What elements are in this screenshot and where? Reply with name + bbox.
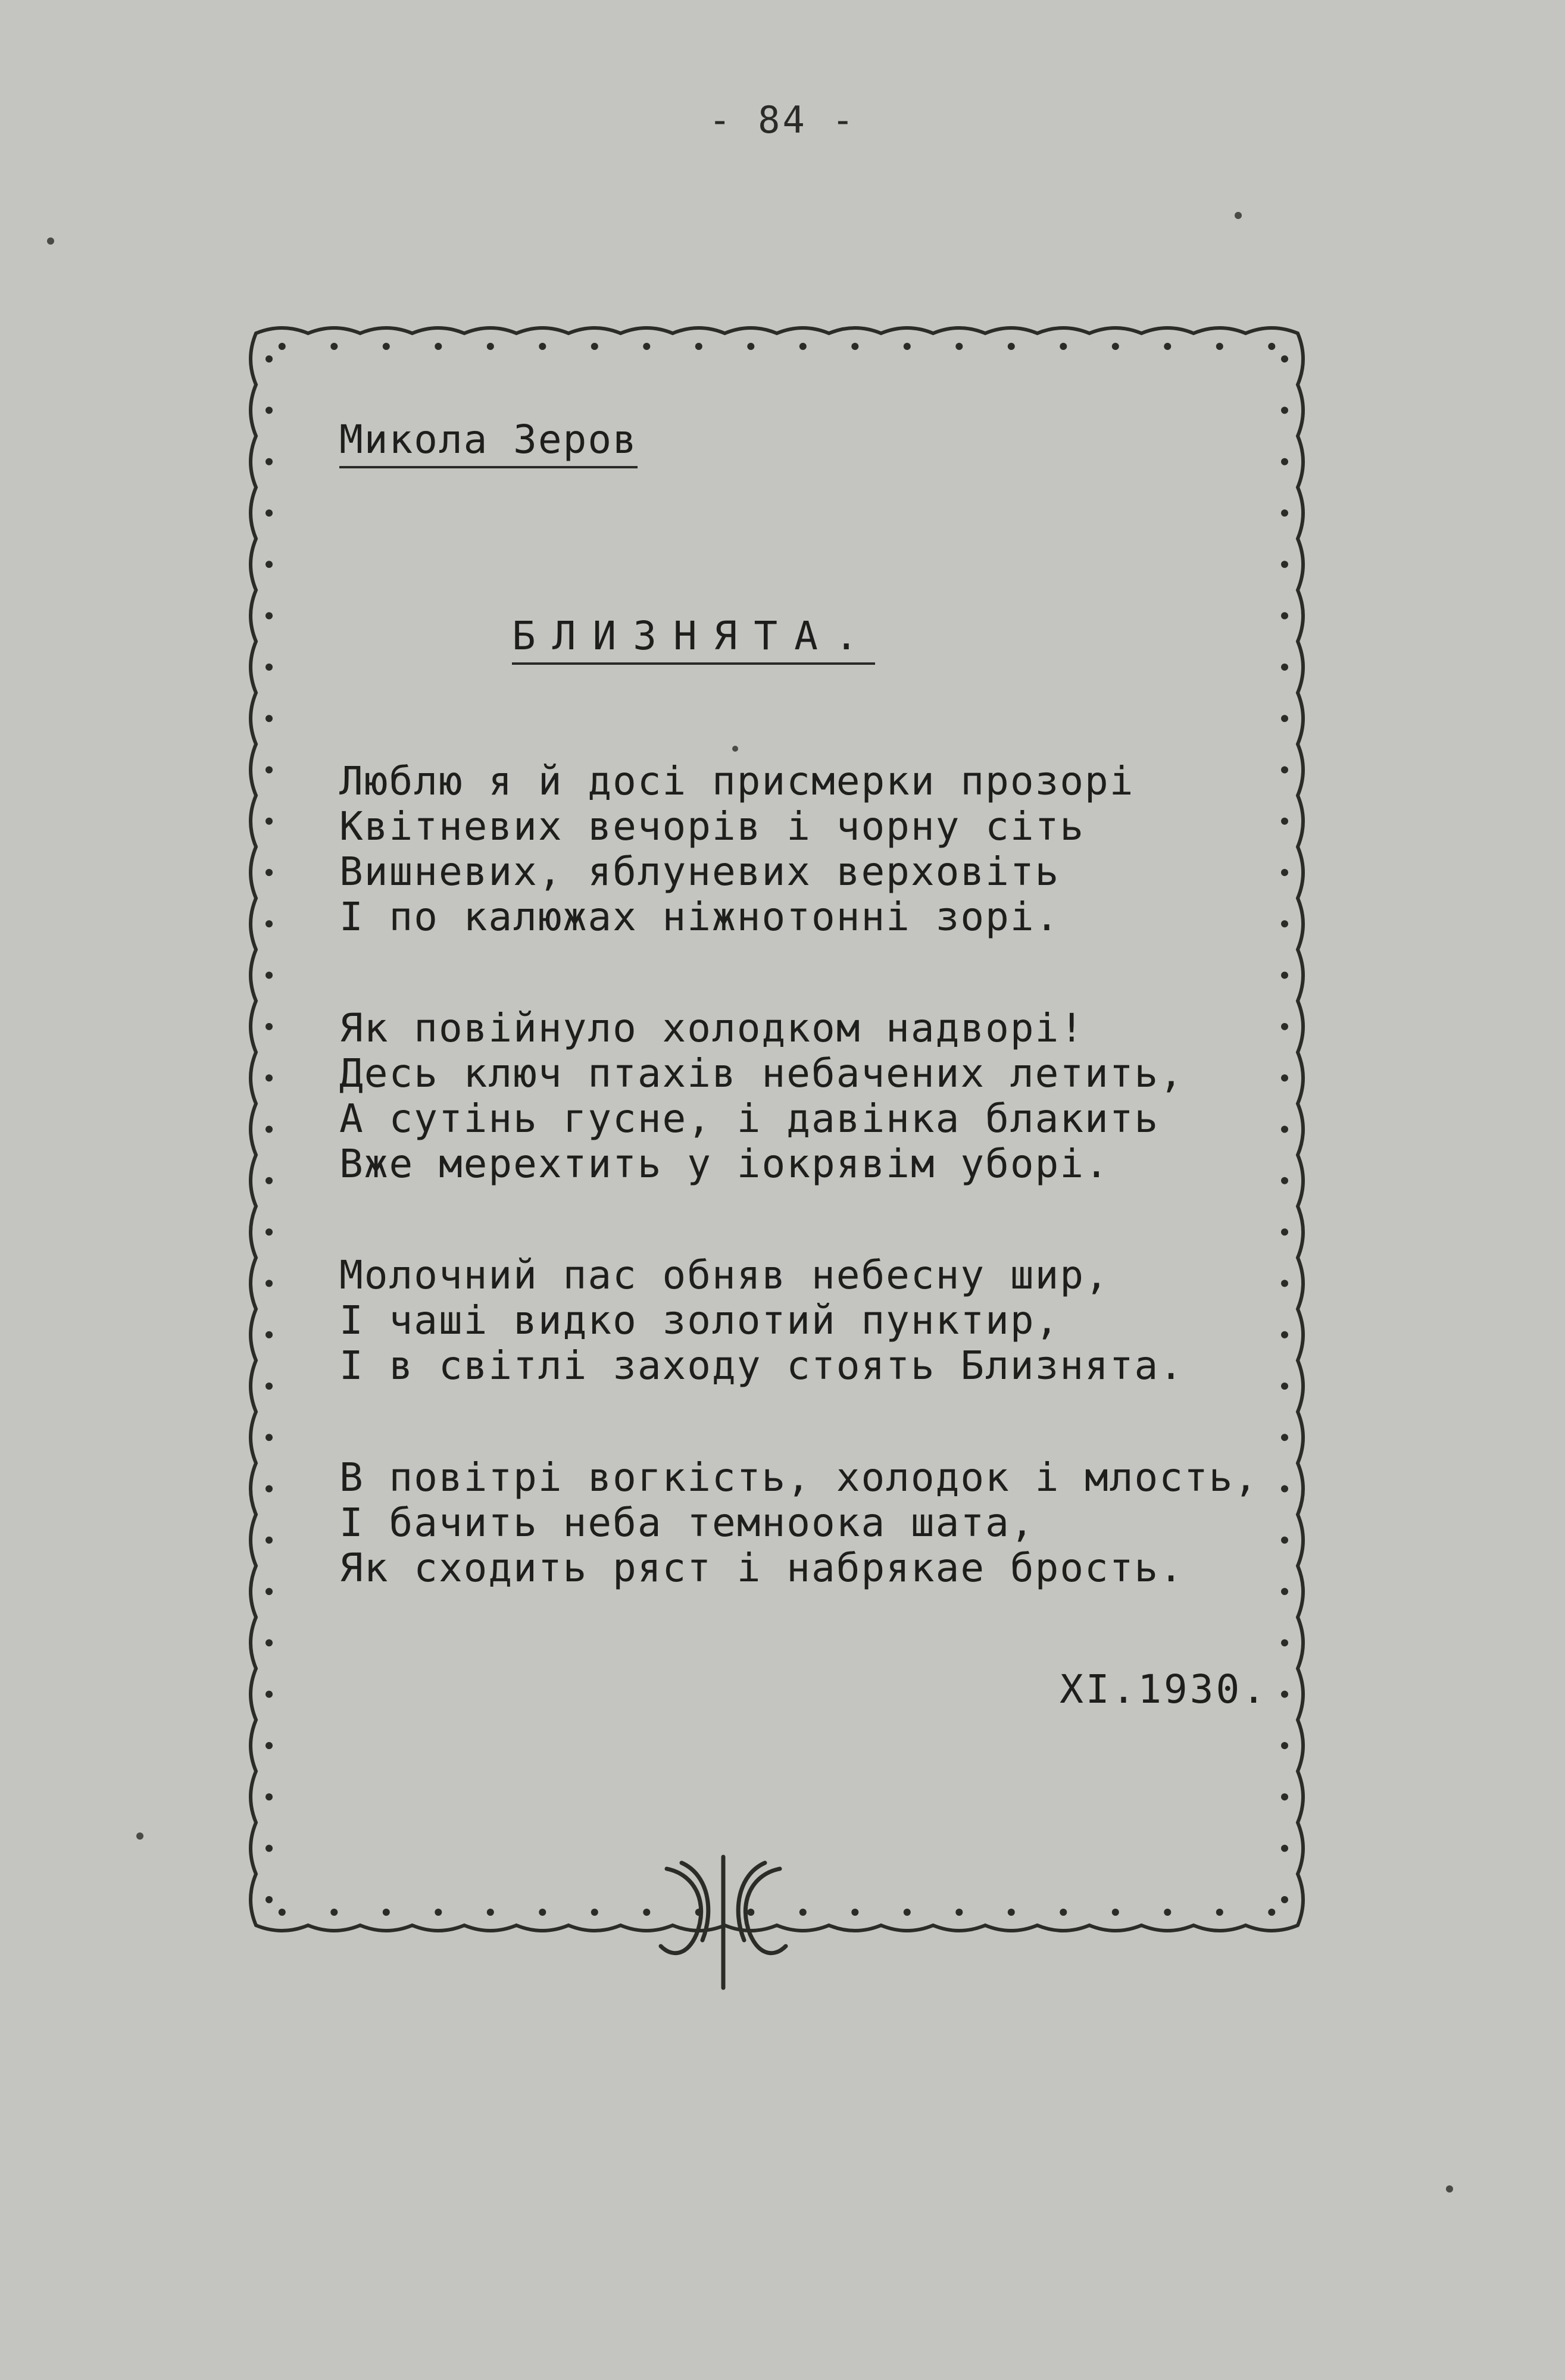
frame-dot — [851, 1909, 858, 1916]
frame-dot — [265, 1331, 273, 1338]
frame-dot — [1281, 664, 1288, 671]
frame-dot — [1281, 1023, 1288, 1030]
frame-dot — [265, 715, 273, 722]
frame-dot — [265, 1074, 273, 1081]
frame-dot — [1281, 1228, 1288, 1236]
frame-dot — [265, 1537, 273, 1544]
frame-dot — [851, 343, 858, 350]
frame-dot — [265, 1793, 273, 1800]
poem-line: І по калюжах ніжнотонні зорі. — [339, 894, 1060, 940]
frame-dot — [265, 355, 273, 362]
stanza-3 — [339, 1253, 1184, 1388]
frame-edge — [256, 328, 1298, 333]
frame-dot — [265, 406, 273, 414]
frame-dot — [265, 664, 273, 671]
frame-dot — [487, 343, 494, 350]
frame-dot — [1268, 343, 1275, 350]
frame-dot — [265, 1383, 273, 1390]
page-number: - 84 - — [708, 98, 857, 142]
frame-dot — [1281, 1537, 1288, 1544]
poem-line: І чаші видко золотий пунктир, — [339, 1297, 1060, 1343]
frame-dot — [1281, 1639, 1288, 1646]
author-name: Микола Зеров — [339, 417, 638, 468]
frame-dot — [1164, 343, 1171, 350]
poem-line: Квітневих вечорів і чорну сіть — [339, 803, 1085, 849]
frame-dot — [1281, 1793, 1288, 1800]
frame-dot — [799, 1909, 807, 1916]
frame-dot — [265, 818, 273, 825]
frame-dot — [265, 561, 273, 568]
frame-edge — [256, 1925, 1298, 1931]
frame-dot — [265, 1177, 273, 1184]
frame-dot — [1281, 1434, 1288, 1441]
frame-dot — [1060, 1909, 1067, 1916]
frame-dot — [1281, 1845, 1288, 1852]
frame-dot — [1281, 1691, 1288, 1698]
frame-dot — [1281, 355, 1288, 362]
frame-dot — [265, 1845, 273, 1852]
frame-dot — [1008, 343, 1015, 350]
frame-dot — [265, 869, 273, 876]
frame-dot — [1281, 1896, 1288, 1903]
frame-dot — [279, 1909, 286, 1916]
frame-dot — [1281, 1588, 1288, 1595]
frame-dot — [265, 1023, 273, 1030]
frame-dot — [1164, 1909, 1171, 1916]
frame-dot — [747, 343, 754, 350]
frame-dot — [265, 1280, 273, 1287]
frame-dot — [904, 1909, 911, 1916]
frame-dot — [747, 1909, 754, 1916]
frame-dot — [487, 1909, 494, 1916]
poem-line: І в світлі заходу стоять Близнята. — [339, 1343, 1185, 1388]
frame-dot — [1281, 1331, 1288, 1338]
frame-dot — [1281, 972, 1288, 979]
frame-dot — [643, 343, 650, 350]
frame-dot — [1008, 1909, 1015, 1916]
frame-dot — [591, 1909, 598, 1916]
frame-dot — [904, 343, 911, 350]
poem-line: Десь ключ птахів небачених летить, — [339, 1050, 1185, 1096]
frame-dot — [1281, 612, 1288, 620]
frame-dot — [1268, 1909, 1275, 1916]
frame-edge — [1298, 333, 1303, 1925]
frame-dot — [1281, 1280, 1288, 1287]
frame-dot — [435, 1909, 442, 1916]
poem-date: XI.1930. — [1060, 1666, 1268, 1712]
frame-dot — [591, 343, 598, 350]
frame-dot — [1281, 509, 1288, 517]
frame-dot — [265, 1691, 273, 1698]
frame-dot — [1281, 1742, 1288, 1749]
frame-dot — [955, 1909, 963, 1916]
frame-dot — [1281, 1383, 1288, 1390]
frame-dot — [383, 343, 390, 350]
poem-line: Люблю я й досі присмерки прозорі — [339, 758, 1135, 804]
frame-dot — [383, 1909, 390, 1916]
poem-line: Як повійнуло холодком надворі! — [339, 1005, 1085, 1051]
frame-dot — [265, 509, 273, 517]
frame-edge — [251, 333, 256, 1925]
frame-dot — [1281, 818, 1288, 825]
frame-dot — [1281, 561, 1288, 568]
poem-line: Як сходить ряст і набрякае брость. — [339, 1545, 1185, 1591]
frame-dot — [1281, 1485, 1288, 1493]
poem-line: А сутінь гусне, і давінка блакить — [339, 1096, 1160, 1141]
frame-dot — [265, 1434, 273, 1441]
frame-dot — [1281, 1177, 1288, 1184]
poem-title: БЛИЗНЯТА. — [512, 613, 875, 665]
stanza-1 — [339, 759, 1135, 940]
frame-dot — [1060, 343, 1067, 350]
frame-dot — [1216, 1909, 1223, 1916]
frame-dot — [1281, 920, 1288, 927]
poem-line: Вишневих, яблуневих верховіть — [339, 849, 1060, 895]
frame-dot — [265, 458, 273, 465]
frame-dot — [1112, 343, 1119, 350]
frame-dot — [435, 343, 442, 350]
frame-dot — [330, 343, 338, 350]
bottom-ornament — [661, 1857, 786, 1988]
frame-dot — [1281, 715, 1288, 722]
stanza-4 — [339, 1455, 1258, 1591]
frame-dot — [265, 612, 273, 620]
frame-dot — [695, 343, 702, 350]
frame-dot — [539, 1909, 546, 1916]
frame-dot — [265, 920, 273, 927]
frame-dot — [1281, 1126, 1288, 1133]
frame-dot — [1281, 869, 1288, 876]
frame-dot — [1281, 406, 1288, 414]
frame-dot — [265, 972, 273, 979]
frame-dot — [1112, 1909, 1119, 1916]
poem-line: Вже мерехтить у іокрявім уборі. — [339, 1141, 1110, 1187]
frame-dot — [1281, 1074, 1288, 1081]
frame-dot — [1281, 767, 1288, 774]
frame-dot — [1216, 343, 1223, 350]
frame-dot — [330, 1909, 338, 1916]
frame-dot — [265, 1639, 273, 1646]
frame-dot — [265, 767, 273, 774]
poem-line: Молочний пас обняв небесну шир, — [339, 1252, 1110, 1298]
stanza-2 — [339, 1006, 1184, 1187]
poem-line: І бачить неба темноока шата, — [339, 1500, 1035, 1546]
frame-dot — [1281, 458, 1288, 465]
frame-dot — [955, 343, 963, 350]
frame-dot — [265, 1742, 273, 1749]
poem-line: В повітрі вогкість, холодок і млость, — [339, 1455, 1259, 1500]
frame-dot — [539, 343, 546, 350]
frame-dot — [265, 1126, 273, 1133]
frame-dot — [265, 1485, 273, 1493]
frame-dot — [799, 343, 807, 350]
frame-dot — [265, 1896, 273, 1903]
frame-dot — [265, 1588, 273, 1595]
frame-dot — [643, 1909, 650, 1916]
frame-dot — [279, 343, 286, 350]
frame-dot — [265, 1228, 273, 1236]
